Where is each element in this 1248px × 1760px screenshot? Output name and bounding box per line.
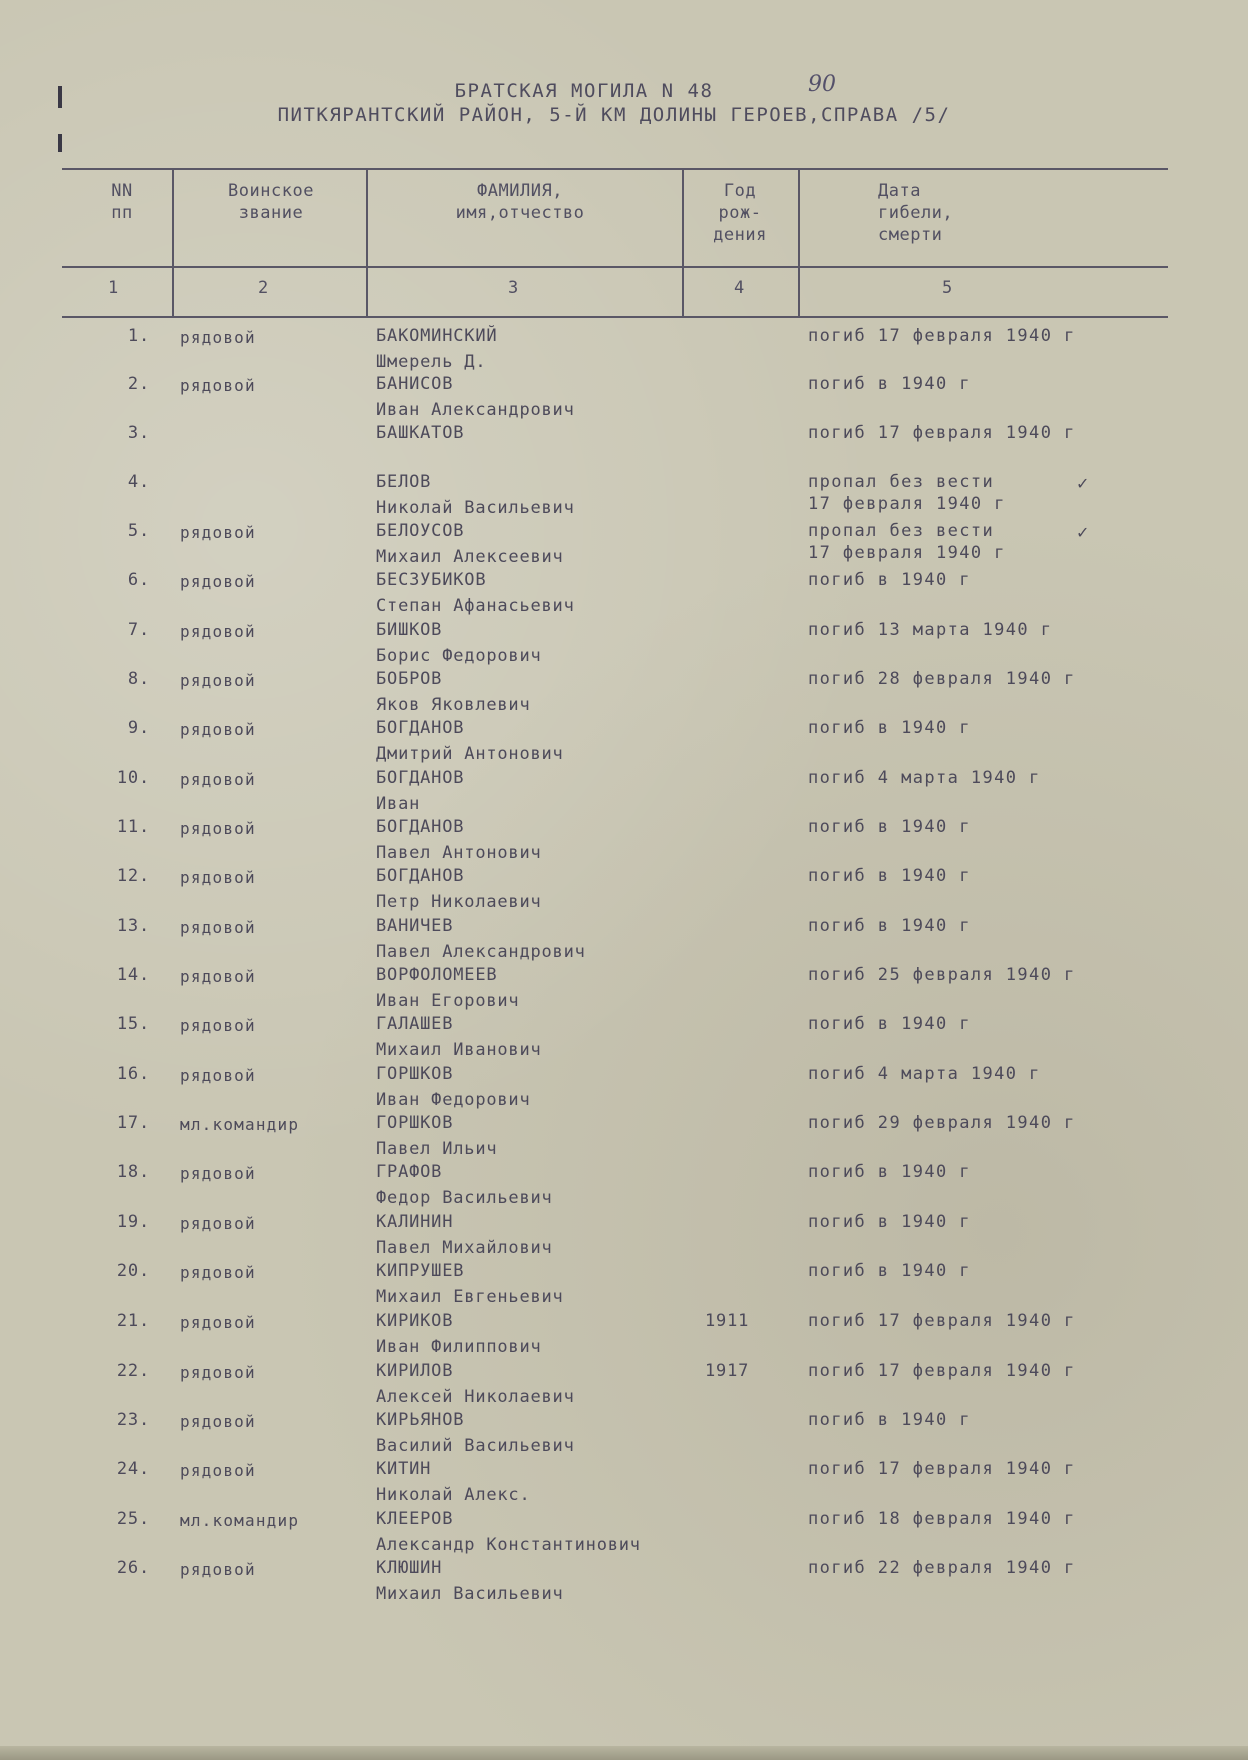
row-number: 22. xyxy=(116,1361,150,1381)
row-number: 18. xyxy=(116,1162,150,1182)
death-date: погиб в 1940 г xyxy=(808,817,971,837)
table-row xyxy=(0,1113,1248,1163)
surname: БАНИСОВ xyxy=(376,374,454,394)
row-number: 1. xyxy=(127,326,150,346)
surname: БИШКОВ xyxy=(376,620,443,640)
surname: ГОРШКОВ xyxy=(376,1064,454,1084)
death-date: погиб 17 февраля 1940 г xyxy=(808,423,1076,443)
table-row xyxy=(0,1509,1248,1559)
table-row xyxy=(0,866,1248,916)
death-date: пропал без вести xyxy=(808,472,995,492)
column-divider xyxy=(798,168,800,318)
given-name-patronymic: Михаил Евгеньевич xyxy=(376,1287,564,1307)
table-row xyxy=(0,521,1248,571)
given-name-patronymic: Михаил Васильевич xyxy=(376,1584,564,1604)
surname: БАШКАТОВ xyxy=(376,423,465,443)
military-rank: рядовой xyxy=(180,1066,256,1085)
table-row xyxy=(0,423,1248,473)
table-row xyxy=(0,1410,1248,1460)
death-date: погиб 17 февраля 1940 г xyxy=(808,1311,1076,1331)
surname: КИТИН xyxy=(376,1459,432,1479)
given-name-patronymic: Иван Федорович xyxy=(376,1090,531,1110)
table-row xyxy=(0,718,1248,768)
death-date: погиб 17 февраля 1940 г xyxy=(808,1361,1076,1381)
surname: БОГДАНОВ xyxy=(376,817,465,837)
table-row xyxy=(0,374,1248,424)
death-date: погиб 22 февраля 1940 г xyxy=(808,1558,1076,1578)
column-divider xyxy=(172,168,174,318)
table-row xyxy=(0,620,1248,670)
surname: КИРЬЯНОВ xyxy=(376,1410,465,1430)
given-name-patronymic: Михаил Алексеевич xyxy=(376,547,564,567)
check-mark-icon: ✓ xyxy=(1076,523,1091,542)
row-number: 7. xyxy=(127,620,150,640)
check-mark-icon: ✓ xyxy=(1076,474,1091,493)
death-date: погиб 18 февраля 1940 г xyxy=(808,1509,1076,1529)
death-date: погиб 17 февраля 1940 г xyxy=(808,326,1076,346)
death-date: пропал без вести xyxy=(808,521,995,541)
surname: БОГДАНОВ xyxy=(376,718,465,738)
row-number: 23. xyxy=(116,1410,150,1430)
column-number: 5 xyxy=(942,278,953,298)
given-name-patronymic: Федор Васильевич xyxy=(376,1188,553,1208)
birth-year: 1911 xyxy=(705,1311,750,1331)
death-date: погиб в 1940 г xyxy=(808,1212,971,1232)
row-number: 4. xyxy=(127,472,150,492)
table-row xyxy=(0,1162,1248,1212)
surname: БОГДАНОВ xyxy=(376,768,465,788)
military-rank: рядовой xyxy=(180,376,256,395)
table-header-bottom-border xyxy=(62,316,1168,318)
column-header-nn: NN пп xyxy=(111,181,133,223)
military-rank: рядовой xyxy=(180,1164,256,1183)
surname: БАКОМИНСКИЙ xyxy=(376,326,498,346)
surname: ГРАФОВ xyxy=(376,1162,443,1182)
row-number: 17. xyxy=(116,1113,150,1133)
given-name-patronymic: Иван Филиппович xyxy=(376,1337,542,1357)
column-header-death-date: Дата гибели, смерти xyxy=(878,181,954,245)
table-row xyxy=(0,472,1248,522)
given-name-patronymic: Дмитрий Антонович xyxy=(376,744,564,764)
row-number: 16. xyxy=(116,1064,150,1084)
given-name-patronymic: Павел Ильич xyxy=(376,1139,498,1159)
given-name-patronymic: Яков Яковлевич xyxy=(376,695,531,715)
military-rank: рядовой xyxy=(180,671,256,690)
row-number: 9. xyxy=(127,718,150,738)
given-name-patronymic: Борис Федорович xyxy=(376,646,542,666)
death-date: погиб в 1940 г xyxy=(808,916,971,936)
row-number: 5. xyxy=(127,521,150,541)
row-number: 25. xyxy=(116,1509,150,1529)
table-row xyxy=(0,1361,1248,1411)
column-divider xyxy=(682,168,684,318)
table-row xyxy=(0,669,1248,719)
death-date: погиб в 1940 г xyxy=(808,570,971,590)
table-row xyxy=(0,326,1248,376)
handwritten-page-number: 90 xyxy=(808,72,836,97)
death-date: погиб 28 февраля 1940 г xyxy=(808,669,1076,689)
death-date: погиб в 1940 г xyxy=(808,374,971,394)
column-header-name: ФАМИЛИЯ, имя,отчество xyxy=(455,181,585,223)
surname: ВОРФОЛОМЕЕВ xyxy=(376,965,498,985)
table-row xyxy=(0,1212,1248,1262)
death-date: погиб в 1940 г xyxy=(808,866,971,886)
document-title: БРАТСКАЯ МОГИЛА N 48 xyxy=(454,80,714,102)
military-rank: рядовой xyxy=(180,1363,256,1382)
death-date-line2: 17 февраля 1940 г xyxy=(808,494,1006,514)
table-row xyxy=(0,1014,1248,1064)
military-rank: рядовой xyxy=(180,1313,256,1332)
military-rank: рядовой xyxy=(180,572,256,591)
death-date: погиб 17 февраля 1940 г xyxy=(808,1459,1076,1479)
surname: КИПРУШЕВ xyxy=(376,1261,465,1281)
surname: КАЛИНИН xyxy=(376,1212,454,1232)
table-row xyxy=(0,1311,1248,1361)
given-name-patronymic: Павел Михайлович xyxy=(376,1238,553,1258)
row-number: 19. xyxy=(116,1212,150,1232)
table-row xyxy=(0,1261,1248,1311)
military-rank: рядовой xyxy=(180,1214,256,1233)
military-rank: рядовой xyxy=(180,918,256,937)
row-number: 3. xyxy=(127,423,150,443)
surname: БОБРОВ xyxy=(376,669,443,689)
military-rank: рядовой xyxy=(180,622,256,641)
given-name-patronymic: Иван xyxy=(376,794,421,814)
military-rank: рядовой xyxy=(180,868,256,887)
margin-mark xyxy=(58,134,62,152)
table-row xyxy=(0,817,1248,867)
death-date: погиб 25 февраля 1940 г xyxy=(808,965,1076,985)
death-date: погиб в 1940 г xyxy=(808,1014,971,1034)
military-rank: рядовой xyxy=(180,523,256,542)
row-number: 14. xyxy=(116,965,150,985)
death-date: погиб в 1940 г xyxy=(808,1162,971,1182)
military-rank: рядовой xyxy=(180,328,256,347)
death-date: погиб 29 февраля 1940 г xyxy=(808,1113,1076,1133)
death-date: погиб в 1940 г xyxy=(808,1410,971,1430)
surname: БЕЛОУСОВ xyxy=(376,521,465,541)
given-name-patronymic: Павел Александрович xyxy=(376,942,586,962)
military-rank: мл.командир xyxy=(180,1115,300,1134)
table-top-border xyxy=(62,168,1168,170)
military-rank: рядовой xyxy=(180,1016,256,1035)
table-row xyxy=(0,965,1248,1015)
row-number: 2. xyxy=(127,374,150,394)
surname: ГОРШКОВ xyxy=(376,1113,454,1133)
military-rank: рядовой xyxy=(180,1461,256,1480)
table-row xyxy=(0,768,1248,818)
death-date: погиб 4 марта 1940 г xyxy=(808,768,1041,788)
military-rank: мл.командир xyxy=(180,1511,300,1530)
surname: ГАЛАШЕВ xyxy=(376,1014,454,1034)
surname: БЕЛОВ xyxy=(376,472,432,492)
given-name-patronymic: Николай Алекс. xyxy=(376,1485,531,1505)
row-number: 20. xyxy=(116,1261,150,1281)
given-name-patronymic: Петр Николаевич xyxy=(376,892,542,912)
military-rank: рядовой xyxy=(180,1412,256,1431)
table-header-divider xyxy=(62,266,1168,268)
column-header-rank: Воинское звание xyxy=(228,181,314,223)
military-rank: рядовой xyxy=(180,1560,256,1579)
military-rank: рядовой xyxy=(180,819,256,838)
surname: ВАНИЧЕВ xyxy=(376,916,454,936)
given-name-patronymic: Александр Константинович xyxy=(376,1535,641,1555)
given-name-patronymic: Иван Александрович xyxy=(376,400,575,420)
column-header-birth-year: Год рож- дения xyxy=(713,181,767,245)
row-number: 8. xyxy=(127,669,150,689)
surname: БЕСЗУБИКОВ xyxy=(376,570,487,590)
given-name-patronymic: Иван Егорович xyxy=(376,991,520,1011)
death-date: погиб 13 марта 1940 г xyxy=(808,620,1053,640)
surname: КЛЮШИН xyxy=(376,1558,443,1578)
document-subtitle: ПИТКЯРАНТСКИЙ РАЙОН, 5-Й КМ ДОЛИНЫ ГЕРОЕВ,СПРАВА /5/ xyxy=(277,104,951,126)
death-date: погиб в 1940 г xyxy=(808,1261,971,1281)
table-row xyxy=(0,1459,1248,1509)
row-number: 15. xyxy=(116,1014,150,1034)
birth-year: 1917 xyxy=(705,1361,750,1381)
row-number: 6. xyxy=(127,570,150,590)
table-row xyxy=(0,1064,1248,1114)
given-name-patronymic: Михаил Иванович xyxy=(376,1040,542,1060)
death-date: погиб 4 марта 1940 г xyxy=(808,1064,1041,1084)
column-number: 3 xyxy=(508,278,519,298)
given-name-patronymic: Степан Афанасьевич xyxy=(376,596,575,616)
military-rank: рядовой xyxy=(180,967,256,986)
given-name-patronymic: Алексей Николаевич xyxy=(376,1387,575,1407)
column-number: 1 xyxy=(108,278,119,298)
surname: КЛЕЕРОВ xyxy=(376,1509,454,1529)
surname: КИРИКОВ xyxy=(376,1311,454,1331)
row-number: 26. xyxy=(116,1558,150,1578)
military-rank: рядовой xyxy=(180,770,256,789)
column-number: 2 xyxy=(258,278,269,298)
row-number: 11. xyxy=(116,817,150,837)
surname: КИРИЛОВ xyxy=(376,1361,454,1381)
death-date-line2: 17 февраля 1940 г xyxy=(808,543,1006,563)
column-number: 4 xyxy=(734,278,745,298)
row-number: 21. xyxy=(116,1311,150,1331)
row-number: 10. xyxy=(116,768,150,788)
table-row xyxy=(0,916,1248,966)
military-rank: рядовой xyxy=(180,1263,256,1282)
military-rank: рядовой xyxy=(180,720,256,739)
row-number: 12. xyxy=(116,866,150,886)
surname: БОГДАНОВ xyxy=(376,866,465,886)
given-name-patronymic: Павел Антонович xyxy=(376,843,542,863)
table-row xyxy=(0,570,1248,620)
page-edge xyxy=(0,1746,1248,1760)
row-number: 24. xyxy=(116,1459,150,1479)
column-divider xyxy=(366,168,368,318)
row-number: 13. xyxy=(116,916,150,936)
death-date: погиб в 1940 г xyxy=(808,718,971,738)
given-name-patronymic: Василий Васильевич xyxy=(376,1436,575,1456)
table-row xyxy=(0,1558,1248,1608)
given-name-patronymic: Шмерель Д. xyxy=(376,352,487,372)
given-name-patronymic: Николай Васильевич xyxy=(376,498,575,518)
